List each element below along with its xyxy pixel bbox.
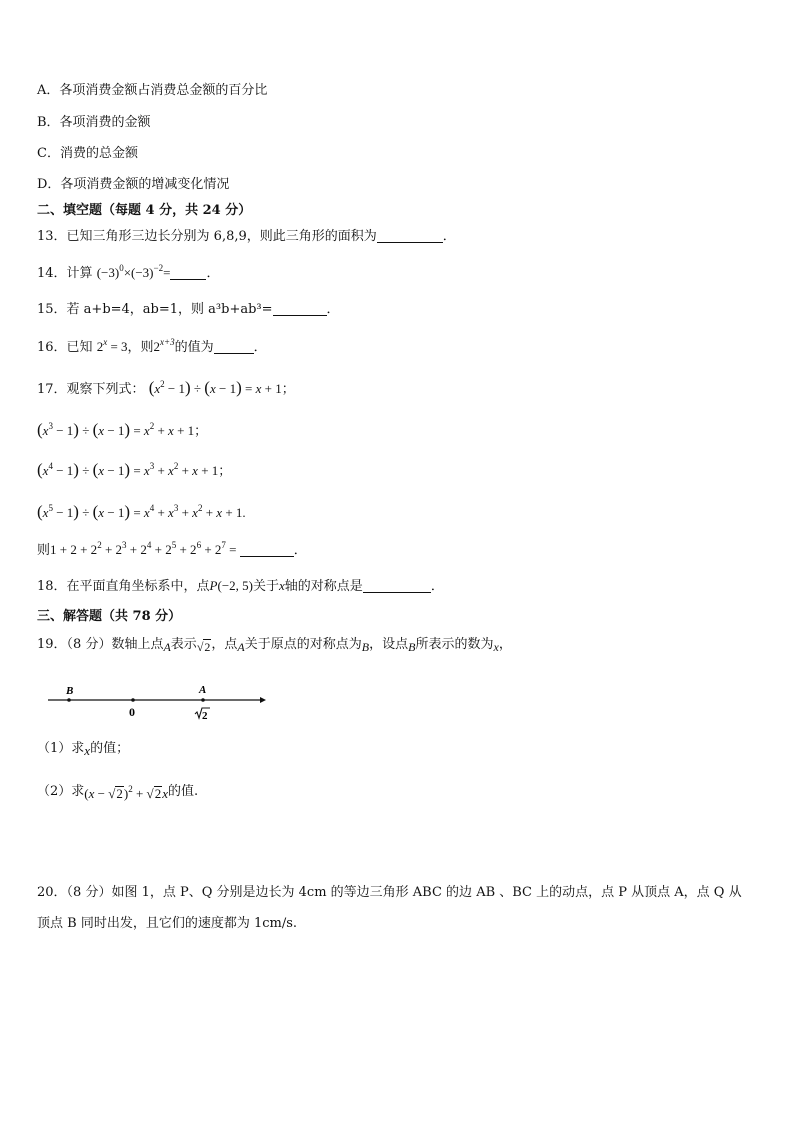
q19-sub1: （1）求x的值； xyxy=(37,741,130,758)
q13-end: ． xyxy=(442,229,456,244)
label-b: B xyxy=(66,685,74,697)
question-20-line-1: 20．（8 分）如图 1，点 P、Q 分别是边长为 4cm 的等边三角形 ABC 的边 AB 、BC 上的动点，点 P 从顶点 A，点 Q 从 xyxy=(37,885,742,900)
q18-end: ． xyxy=(430,579,444,594)
q17-formula-1: $(x^2 - 1) \div (x - 1) = x + 1$； xyxy=(148,378,295,397)
q16-prefix: 16．已知 xyxy=(37,340,93,355)
q16-mid: ，则 xyxy=(127,340,154,355)
q17-formula-4: $(x^5 - 1) \div (x - 1) = x^4 + x^3 + x^2 + x + 1$. xyxy=(37,502,246,521)
q18-point: P(−2, 5) xyxy=(209,578,253,593)
q14-expression: $(-3)^0\times(-3)^{-2}=$ xyxy=(96,263,171,280)
q14-prefix: 14．计算 xyxy=(37,266,93,281)
question-17 xyxy=(37,379,295,399)
section-title-fill-in: 二、填空题（每题 4 分，共 24 分） xyxy=(37,203,252,218)
q19-sub1-prefix: （1）求 xyxy=(37,741,85,756)
answer-blank xyxy=(377,228,443,243)
answer-blank xyxy=(363,578,431,593)
q18-prefix: 18．在平面直角坐标系中，点 xyxy=(37,579,210,594)
point-a xyxy=(201,698,205,702)
question-15 xyxy=(37,301,340,319)
q19-text: 关于原点的对称点为 xyxy=(244,637,362,652)
q19-sub2-suffix: 的值. xyxy=(167,784,199,799)
answer-blank xyxy=(240,542,294,557)
q16-target: $2^{x+3}$ xyxy=(153,337,175,354)
q19-text: 表示 xyxy=(170,637,197,652)
q17-then: 则 xyxy=(37,543,51,558)
q18-axis: x xyxy=(279,578,285,593)
question-20-line-2: 顶点 B 同时出发，且它们的速度都为 1cm/s. xyxy=(37,916,298,931)
q14-end: ． xyxy=(206,266,220,281)
q17-formula-3: $(x^4 - 1) \div (x - 1) = x^3 + x^2 + x + 1$； xyxy=(37,460,232,479)
question-18 xyxy=(37,577,444,596)
answer-blank xyxy=(273,301,327,316)
option-b: B．各项消费的金额 xyxy=(37,115,151,130)
q18-suffix: 轴的对称点是 xyxy=(284,579,363,594)
q19-sub2-prefix: （2）求 xyxy=(37,784,85,799)
q16-end: ． xyxy=(253,340,267,355)
q15-end: ． xyxy=(326,302,340,317)
q19-text: 所表示的数为 xyxy=(415,637,494,652)
question-14 xyxy=(37,264,219,283)
answer-blank xyxy=(170,265,206,280)
point-b xyxy=(67,698,71,702)
number-line-figure xyxy=(44,682,270,726)
q18-mid: 关于 xyxy=(253,579,280,594)
section-title-answer: 三、解答题（共 78 分） xyxy=(37,609,182,624)
label-zero: 0 xyxy=(129,705,135,719)
option-d: D．各项消费金额的增减变化情况 xyxy=(37,177,230,192)
q17-formula-2: $(x^3 - 1) \div (x - 1) = x^2 + x + 1$； xyxy=(37,420,208,439)
option-a: A．各项消费金额占消费总金额的百分比 xyxy=(37,83,268,98)
label-sqrt2: 2 xyxy=(202,710,208,722)
q13-text: 13．已知三角形三边长分别为 6,8,9，则此三角形的面积为 xyxy=(37,229,377,244)
arrow-right-icon xyxy=(260,697,266,703)
question-16 xyxy=(37,338,267,357)
label-a: A xyxy=(199,684,207,696)
q17-prefix: 17．观察下列式： xyxy=(37,382,145,397)
q15-prefix: 15．若 a+b=4，ab=1，则 a³b+ab³= xyxy=(37,302,273,317)
q19-sub2: （2）求$(x - √2)^2 + √2x$的值. xyxy=(37,784,199,801)
q19-prefix: 19．（8 分）数轴上点 xyxy=(37,637,164,652)
option-c: C．消费的总金额 xyxy=(37,146,138,161)
question-13 xyxy=(37,228,456,246)
q19-text: ， xyxy=(498,637,512,652)
question-19: 19．（8 分）数轴上点A表示√2，点A关于原点的对称点为B，设点B所表示的数为x， xyxy=(37,637,512,654)
point-origin xyxy=(131,698,135,702)
q19-text: ，设点 xyxy=(369,637,409,652)
q16-given: $2^x = 3$ xyxy=(96,337,128,354)
answer-blank xyxy=(214,339,254,354)
q16-suffix: 的值为 xyxy=(174,340,214,355)
q19-sub1-suffix: 的值； xyxy=(90,741,130,756)
q19-text: ，点 xyxy=(211,637,238,652)
q17-question: 则$1 + 2 + 2^2 + 2^3 + 2^4 + 2^5 + 2^6 + 2^7$ = ． xyxy=(37,540,307,558)
